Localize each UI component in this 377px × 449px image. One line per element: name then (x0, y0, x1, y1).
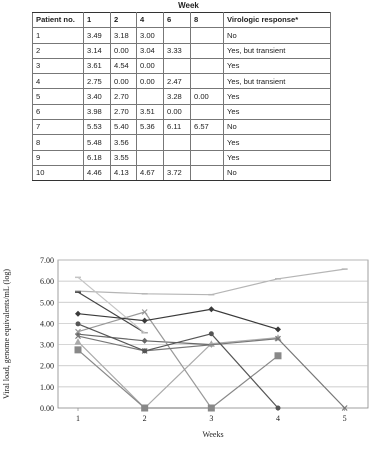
series-line (78, 292, 145, 333)
series-line (78, 269, 345, 295)
series-line (78, 277, 145, 333)
data-point (275, 326, 281, 332)
data-point (75, 311, 81, 317)
table-cell: 5 (33, 89, 84, 104)
table-cell: 2.75 (84, 74, 111, 89)
y-tick-label: 5.00 (40, 298, 54, 308)
x-tick-label: 4 (276, 414, 280, 423)
week-super-header: Week (178, 1, 199, 10)
table-cell: No (224, 165, 331, 180)
y-tick-label: 3.00 (40, 340, 54, 350)
x-tick-label: 5 (342, 414, 347, 423)
data-point (142, 348, 147, 353)
x-tick-label: 3 (209, 414, 214, 423)
y-tick-label: 4.00 (40, 319, 54, 329)
table-cell: Yes (224, 58, 331, 73)
table-cell: 6.11 (164, 120, 191, 135)
table-cell: 4.46 (84, 165, 111, 180)
table-header-cell: 4 (137, 13, 164, 28)
table-cell: 9 (33, 150, 84, 165)
table-header-cell: 1 (84, 13, 111, 28)
table-cell: 2.70 (111, 104, 137, 119)
series-line (78, 312, 211, 408)
y-tick-label: 7.00 (40, 256, 54, 265)
y-tick-label: 0.00 (40, 404, 54, 413)
table-cell: 5.48 (84, 135, 111, 150)
data-point (75, 338, 82, 345)
x-tick-label: 2 (142, 414, 147, 423)
data-point (142, 318, 148, 324)
table-cell: 3.14 (84, 43, 111, 58)
data-point (141, 405, 148, 412)
table-cell: 3.18 (111, 28, 137, 43)
table-cell: 2.70 (111, 89, 137, 104)
table-cell: 3.61 (84, 58, 111, 73)
table-cell: 3.72 (164, 165, 191, 180)
table-cell: 3.04 (137, 43, 164, 58)
table-cell: 4.67 (137, 165, 164, 180)
table-cell: Yes, but transient (224, 43, 331, 58)
table-cell: 4 (33, 74, 84, 89)
table-cell: Yes (224, 104, 331, 119)
table-header-cell: Virologic response* (224, 13, 331, 28)
table-cell: 4.54 (111, 58, 137, 73)
table-cell: 3.28 (164, 89, 191, 104)
table-cell: 5.53 (84, 120, 111, 135)
table-cell: 3.33 (164, 43, 191, 58)
table-cell: 6.57 (191, 120, 224, 135)
data-point (208, 306, 214, 312)
table-cell: 3.40 (84, 89, 111, 104)
table-cell: 0.00 (164, 104, 191, 119)
table-cell: 0.00 (137, 74, 164, 89)
table-cell: 3.51 (137, 104, 164, 119)
table-cell: 3 (33, 58, 84, 73)
y-tick-label: 6.00 (40, 277, 54, 287)
series-line (78, 350, 278, 408)
data-point (76, 321, 81, 326)
table-cell: 4.13 (111, 165, 137, 180)
table-cell: 8 (33, 135, 84, 150)
table-cell: No (224, 28, 331, 43)
table-header-cell: Patient no. (33, 13, 84, 28)
table-cell: 10 (33, 165, 84, 180)
table-cell: Yes (224, 150, 331, 165)
y-axis-title: Viral load, genome equivalents/mL (log) (2, 268, 11, 400)
table-cell: 3.00 (137, 28, 164, 43)
table-cell: Yes (224, 135, 331, 150)
data-point (208, 405, 215, 412)
data-point (275, 352, 282, 359)
table-cell: No (224, 120, 331, 135)
table-cell: 3.49 (84, 28, 111, 43)
table-cell: 0.00 (111, 43, 137, 58)
data-point (75, 346, 82, 353)
table-cell: 6.18 (84, 150, 111, 165)
table-cell: 1 (33, 28, 84, 43)
table-cell: 0.00 (191, 89, 224, 104)
y-tick-label: 1.00 (40, 382, 54, 392)
table-cell: 2 (33, 43, 84, 58)
table-cell: Yes, but transient (224, 74, 331, 89)
table-header-cell: 6 (164, 13, 191, 28)
table-cell: 6 (33, 104, 84, 119)
table-cell: 3.56 (111, 135, 137, 150)
table-header-cell: 8 (191, 13, 224, 28)
series-line (78, 309, 278, 329)
table-cell: 5.40 (111, 120, 137, 135)
y-tick-label: 2.00 (40, 361, 54, 371)
table-cell: 5.36 (137, 120, 164, 135)
data-point (142, 338, 148, 344)
x-tick-label: 1 (76, 414, 80, 423)
table-cell: 0.00 (111, 74, 137, 89)
table-cell: Yes (224, 89, 331, 104)
table-cell: 2.47 (164, 74, 191, 89)
data-point (209, 331, 214, 336)
table-cell: 3.98 (84, 104, 111, 119)
table-cell: 3.55 (111, 150, 137, 165)
table-cell: 7 (33, 120, 84, 135)
table-header-cell: 2 (111, 13, 137, 28)
x-axis-title: Weeks (202, 430, 224, 439)
table-cell: 0.00 (137, 58, 164, 73)
data-point (276, 406, 281, 411)
